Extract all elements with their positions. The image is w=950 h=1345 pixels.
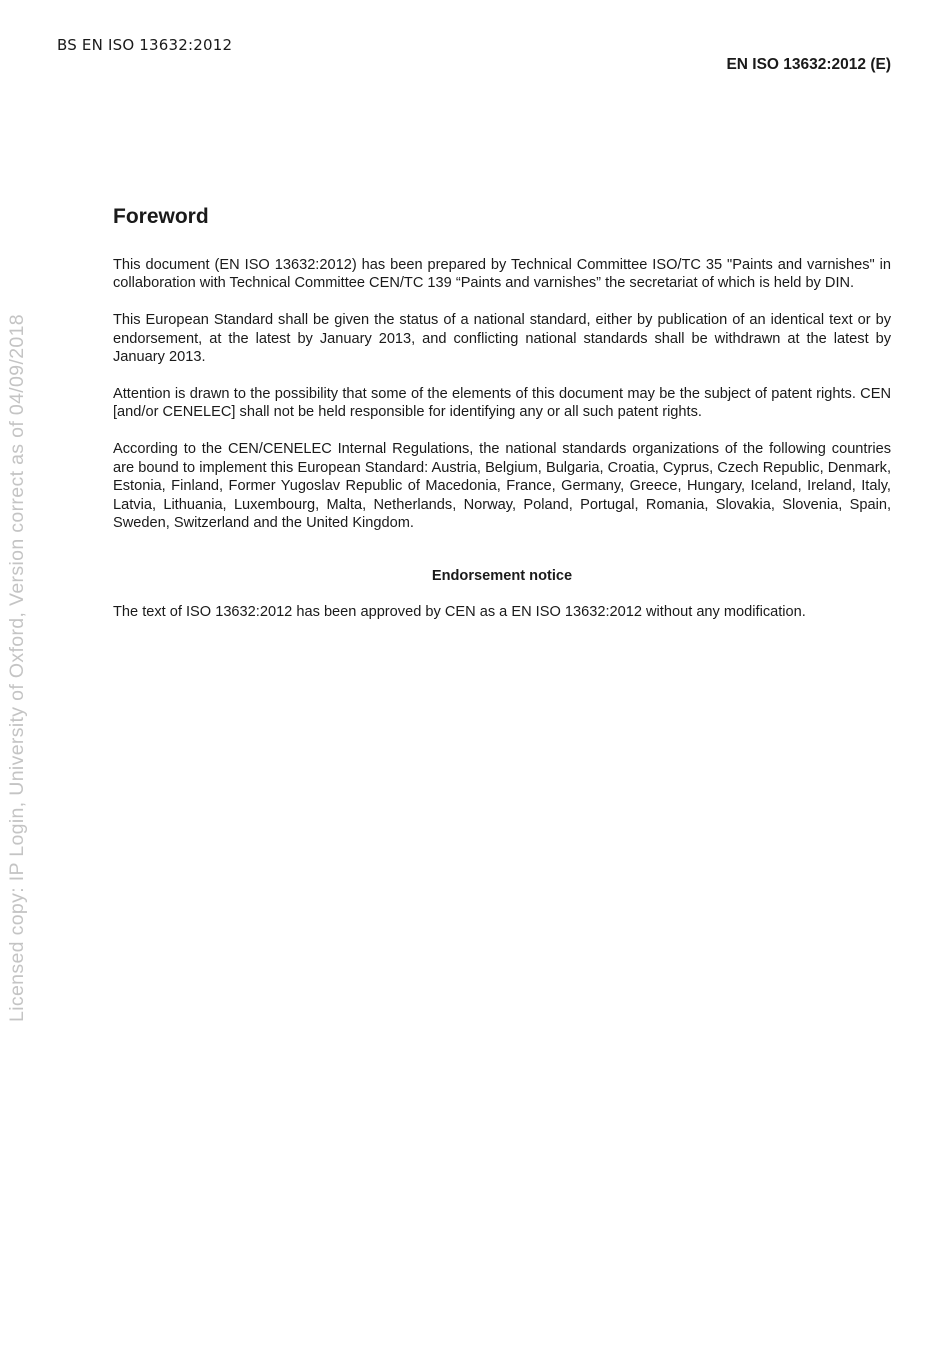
endorsement-notice-text: The text of ISO 13632:2012 has been approved by CEN as a EN ISO 13632:2012 without any modification. (113, 603, 806, 620)
license-watermark: Licensed copy: IP Login, University of Oxford, Version correct as of 04/09/2018 (6, 314, 28, 1022)
foreword-paragraph-4: According to the CEN/CENELEC Internal Regulations, the national standards organizations of the following countries are bound to implement this European Standard: Austria, Belgium, Bulgaria, Croatia, Cyprus, Czech Republic, Denmark, Estonia, Finland, Former Yugoslav Republic of Macedonia, France, Germany, Greece, Hungary, Iceland, Ireland, Italy, Latvia, Lithuania, Luxembourg, Malta, Netherlands, Norway, Poland, Portugal, Romania, Slovakia, Slovenia, Spain, Sweden, Switzerland and the United Kingdom. (113, 441, 891, 531)
endorsement-notice-heading: Endorsement notice (431, 568, 573, 585)
page-content (113, 205, 891, 640)
document-id-top-left: BS EN ISO 13632:2012 (57, 36, 233, 54)
foreword-heading: Foreword (113, 205, 209, 228)
document-id-top-right: EN ISO 13632:2012 (E) (726, 56, 891, 73)
foreword-paragraph-1: This document (EN ISO 13632:2012) has been prepared by Technical Committee ISO/TC 35 "Paints and varnishes" in collaboration with Technical Committee CEN/TC 139 “Paints and varnishes” the secretariat of which is held by DIN. (113, 257, 891, 292)
foreword-paragraph-2: This European Standard shall be given the status of a national standard, either by publication of an identical text or by endorsement, at the latest by January 2013, and conflicting national standards shall be withdrawn at the latest by January 2013. (113, 312, 891, 366)
foreword-paragraph-3: Attention is drawn to the possibility that some of the elements of this document may be the subject of patent rights. CEN [and/or CENELEC] shall not be held responsible for identifying any or all such patent rights. (113, 386, 891, 421)
